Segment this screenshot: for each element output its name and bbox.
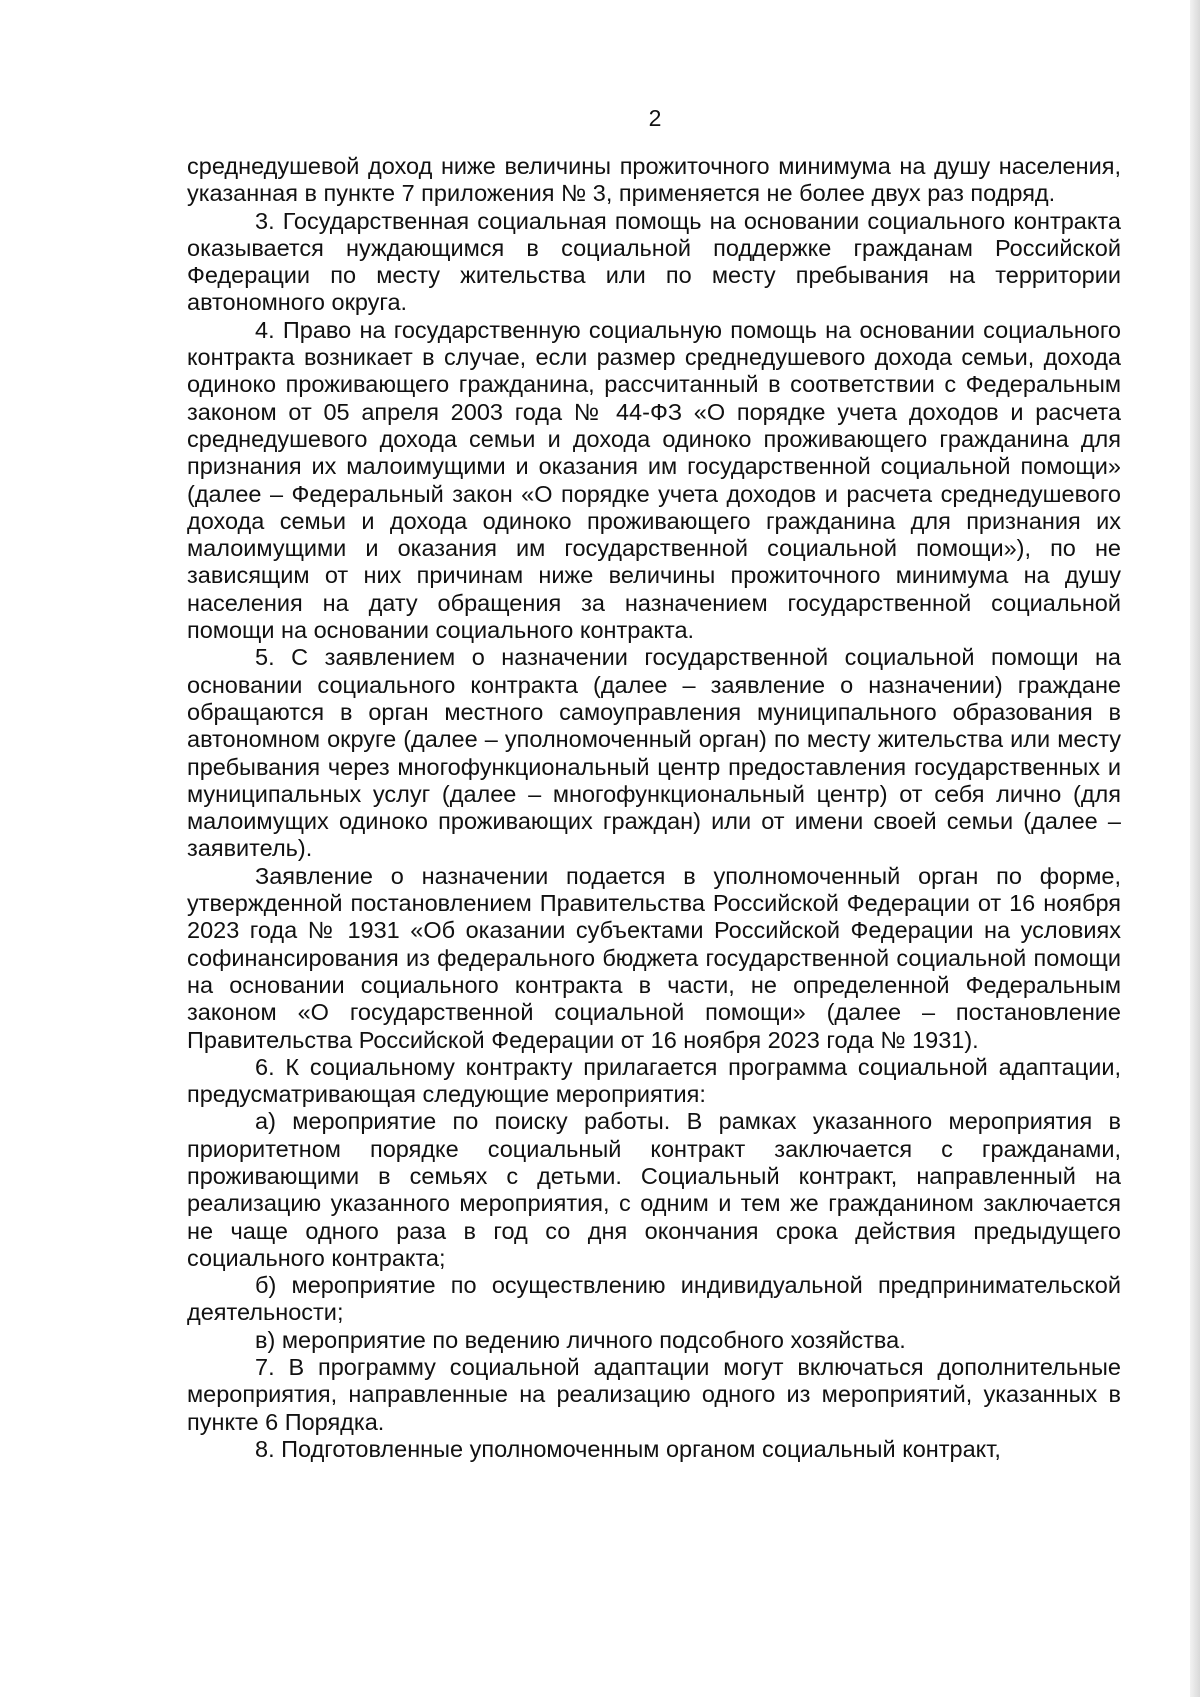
paragraph-item-6: 6. К социальному контракту прилагается программа социальной адаптации, предусматривающая следующие мероприятия: xyxy=(187,1053,1121,1108)
paragraph-item-7: 7. В программу социальной адаптации могут включаться дополнительные мероприятия, направленные на реализацию одного из мероприятий, указанных в пункте 6 Порядка. xyxy=(187,1354,1121,1435)
paragraph-item-8: 8. Подготовленные уполномоченным органом социальный контракт, xyxy=(255,1435,1001,1462)
paragraph-item-6a: а) мероприятие по поиску работы. В рамках указанного мероприятия в приоритетном порядке социальный контракт заключается с гражданами, проживающими в семьях с детьми. Социальный контракт, направленный на реализацию указанного мероприятия, с одним и тем же гражданином заключается не чаще одного раза в год со дня окончания срока действия предыдущего социального контракта; xyxy=(187,1108,1121,1271)
paragraph-item-5: 5. С заявлением о назначении государственной социальной помощи на основании социального контракта (далее – заявление о назначении) граждане обращаются в орган местного самоуправления муниципального образования в автономном округе (далее – уполномоченный орган) по месту жительства или месту пребывания через многофункциональный центр предоставления государственных и муниципальных услуг (далее – многофункциональный центр) от себя лично (для малоимущих одиноко проживающих граждан) или от имени своей семьи (далее – заявитель). xyxy=(187,644,1121,862)
paragraph-application: Заявление о назначении подается в уполномоченный орган по форме, утвержденной постановлением Правительства Российской Федерации от 16 ноября 2023 года № 1931 «Об оказании субъектами Российской Федерации на условиях софинансирования из федерального бюджета государственной социальной помощи на основании социального контракта в части, не определенной Федеральным законом «О государственной социальной помощи» (далее – постановление Правительства Российской Федерации от 16 ноября 2023 года № 1931). xyxy=(187,862,1121,1053)
paragraph-continuation: среднедушевой доход ниже величины прожиточного минимума на душу населения, указанная в пункте 7 приложения № 3, применяется не более двух раз подряд. xyxy=(187,153,1121,207)
page-number: 2 xyxy=(648,105,662,131)
paragraph-item-3: 3. Государственная социальная помощь на основании социального контракта оказывается нуждающимся в социальной поддержке гражданам Российской Федерации по месту жительства или по месту пребывания на территории автономного округа. xyxy=(187,207,1121,316)
paragraph-item-4: 4. Право на государственную социальную помощь на основании социального контракта возникает в случае, если размер среднедушевого дохода семьи, дохода одиноко проживающего гражданина, рассчитанный в соответствии с Федеральным законом от 05 апреля 2003 года № 44-ФЗ «О порядке учета доходов и расчета среднедушевого дохода семьи и дохода одиноко проживающего гражданина для признания их малоимущими и оказания им государственной социальной помощи» (далее – Федеральный закон «О порядке учета доходов и расчета среднедушевого дохода семьи и дохода одиноко проживающего гражданина для признания их малоимущими и оказания им государственной социальной помощи»), по не зависящим от них причинам ниже величины прожиточного минимума на душу населения на дату обращения за назначением государственной социальной помощи на основании социального контракта. xyxy=(187,316,1121,644)
paragraph-item-6b: б) мероприятие по осуществлению индивидуальной предпринимательской деятельности; xyxy=(187,1272,1121,1326)
document-body xyxy=(187,153,1121,1463)
page-edge-shadow xyxy=(1190,0,1200,1697)
paragraph-item-6v: в) мероприятие по ведению личного подсобного хозяйства. xyxy=(255,1326,906,1353)
